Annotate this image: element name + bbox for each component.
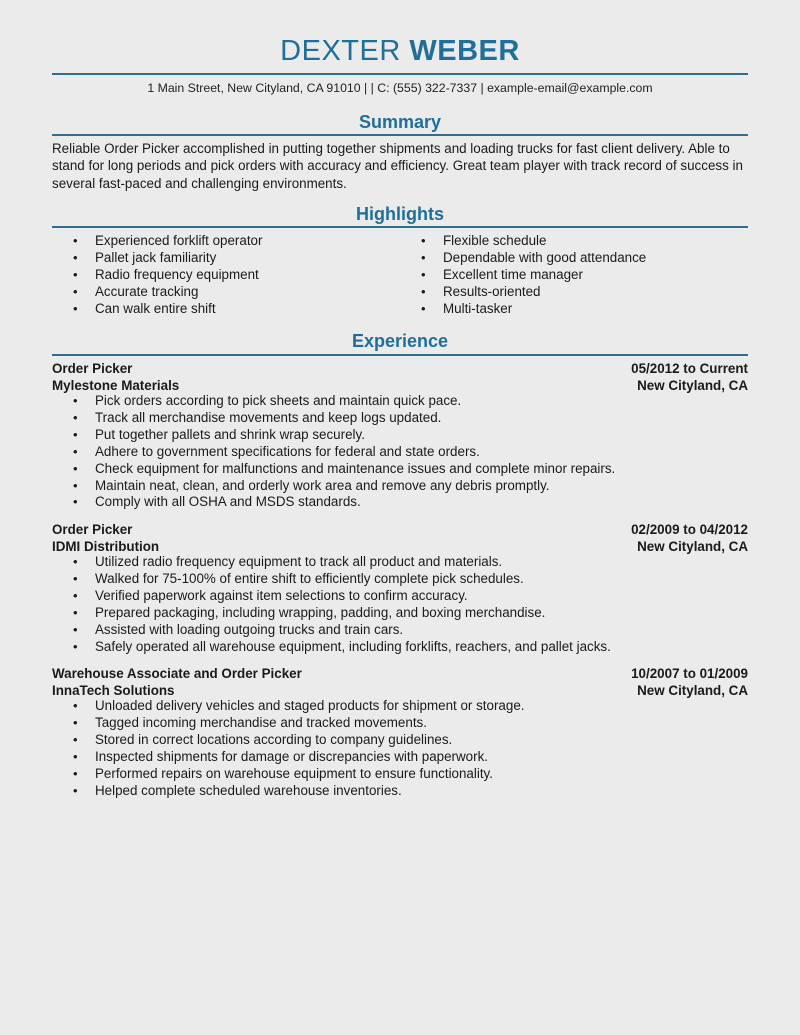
job-duties-list bbox=[73, 554, 753, 655]
first-name: DEXTER bbox=[280, 35, 401, 67]
highlight-item: • Can walk entire shift bbox=[73, 300, 262, 317]
company-name: IDMI Distribution bbox=[52, 539, 160, 554]
duty-item: • Comply with all OSHA and MSDS standards. bbox=[73, 494, 753, 511]
duty-item: • Assisted with loading outgoing trucks and train cars. bbox=[73, 622, 753, 639]
duty-item: • Prepared packaging, including wrapping, padding, and boxing merchandise. bbox=[73, 605, 753, 622]
duty-item: • Maintain neat, clean, and orderly work area and remove any debris promptly. bbox=[73, 478, 753, 495]
candidate-name bbox=[0, 35, 800, 68]
duty-item: • Adhere to government specifications for federal and state orders. bbox=[73, 444, 753, 461]
highlights-list-left bbox=[73, 232, 262, 317]
job-location: New Cityland, CA bbox=[637, 378, 748, 393]
duty-item: • Safely operated all warehouse equipment, including forklifts, reachers, and pallet jacks. bbox=[73, 639, 753, 656]
highlight-item: • Accurate tracking bbox=[73, 283, 262, 300]
job-title: Warehouse Associate and Order Picker bbox=[52, 666, 302, 681]
job-duties-list bbox=[73, 393, 753, 511]
highlight-item: • Radio frequency equipment bbox=[73, 266, 262, 283]
duty-item: • Tagged incoming merchandise and tracked movements. bbox=[73, 715, 753, 732]
summary-heading: Summary bbox=[358, 112, 442, 132]
duty-item: • Unloaded delivery vehicles and staged products for shipment or storage. bbox=[73, 698, 753, 715]
experience-divider bbox=[52, 354, 748, 356]
last-name: WEBER bbox=[409, 35, 520, 67]
summary-text: Reliable Order Picker accomplished in putting together shipments and loading trucks for fast client delivery. Able to stand for long periods and pick orders with accuracy and efficiency. Great team player with track record of success in several fast-paced and challenging environments. bbox=[52, 141, 743, 191]
summary-divider bbox=[52, 134, 748, 136]
highlight-item: • Multi-tasker bbox=[421, 300, 646, 317]
experience-heading: Experience bbox=[351, 331, 449, 351]
company-name: Mylestone Materials bbox=[52, 378, 180, 393]
job-title: Order Picker bbox=[52, 522, 133, 537]
highlights-divider bbox=[52, 226, 748, 228]
highlight-item: • Results-oriented bbox=[421, 283, 646, 300]
header-divider bbox=[52, 73, 748, 75]
highlight-item: • Dependable with good attendance bbox=[421, 249, 646, 266]
highlight-item: • Pallet jack familiarity bbox=[73, 249, 262, 266]
job-location: New Cityland, CA bbox=[637, 683, 748, 698]
duty-item: • Walked for 75-100% of entire shift to efficiently complete pick schedules. bbox=[73, 571, 753, 588]
duty-item: • Verified paperwork against item selections to confirm accuracy. bbox=[73, 588, 753, 605]
job-dates: 02/2009 to 04/2012 bbox=[631, 522, 748, 537]
highlight-item: • Excellent time manager bbox=[421, 266, 646, 283]
duty-item: • Helped complete scheduled warehouse inventories. bbox=[73, 783, 753, 800]
duty-item: • Check equipment for malfunctions and maintenance issues and complete minor repairs. bbox=[73, 461, 753, 478]
job-dates: 05/2012 to Current bbox=[631, 361, 748, 376]
duty-item: • Performed repairs on warehouse equipment to ensure functionality. bbox=[73, 766, 753, 783]
duty-item: • Pick orders according to pick sheets and maintain quick pace. bbox=[73, 393, 753, 410]
job-title: Order Picker bbox=[52, 361, 133, 376]
highlights-heading: Highlights bbox=[356, 204, 444, 224]
company-name: InnaTech Solutions bbox=[52, 683, 175, 698]
duty-item: • Inspected shipments for damage or discrepancies with paperwork. bbox=[73, 749, 753, 766]
duty-item: • Put together pallets and shrink wrap securely. bbox=[73, 427, 753, 444]
job-dates: 10/2007 to 01/2009 bbox=[631, 666, 748, 681]
job-duties-list bbox=[73, 698, 753, 799]
highlights-list-right bbox=[421, 232, 646, 317]
job-location: New Cityland, CA bbox=[637, 539, 748, 554]
highlight-item: • Flexible schedule bbox=[421, 232, 646, 249]
duty-item: • Utilized radio frequency equipment to track all product and materials. bbox=[73, 554, 753, 571]
highlight-item: • Experienced forklift operator bbox=[73, 232, 262, 249]
duty-item: • Stored in correct locations according to company guidelines. bbox=[73, 732, 753, 749]
contact-line: 1 Main Street, New Cityland, CA 91010 | | C: (555) 322-7337 | example-email@example.com bbox=[147, 81, 653, 95]
duty-item: • Track all merchandise movements and keep logs updated. bbox=[73, 410, 753, 427]
